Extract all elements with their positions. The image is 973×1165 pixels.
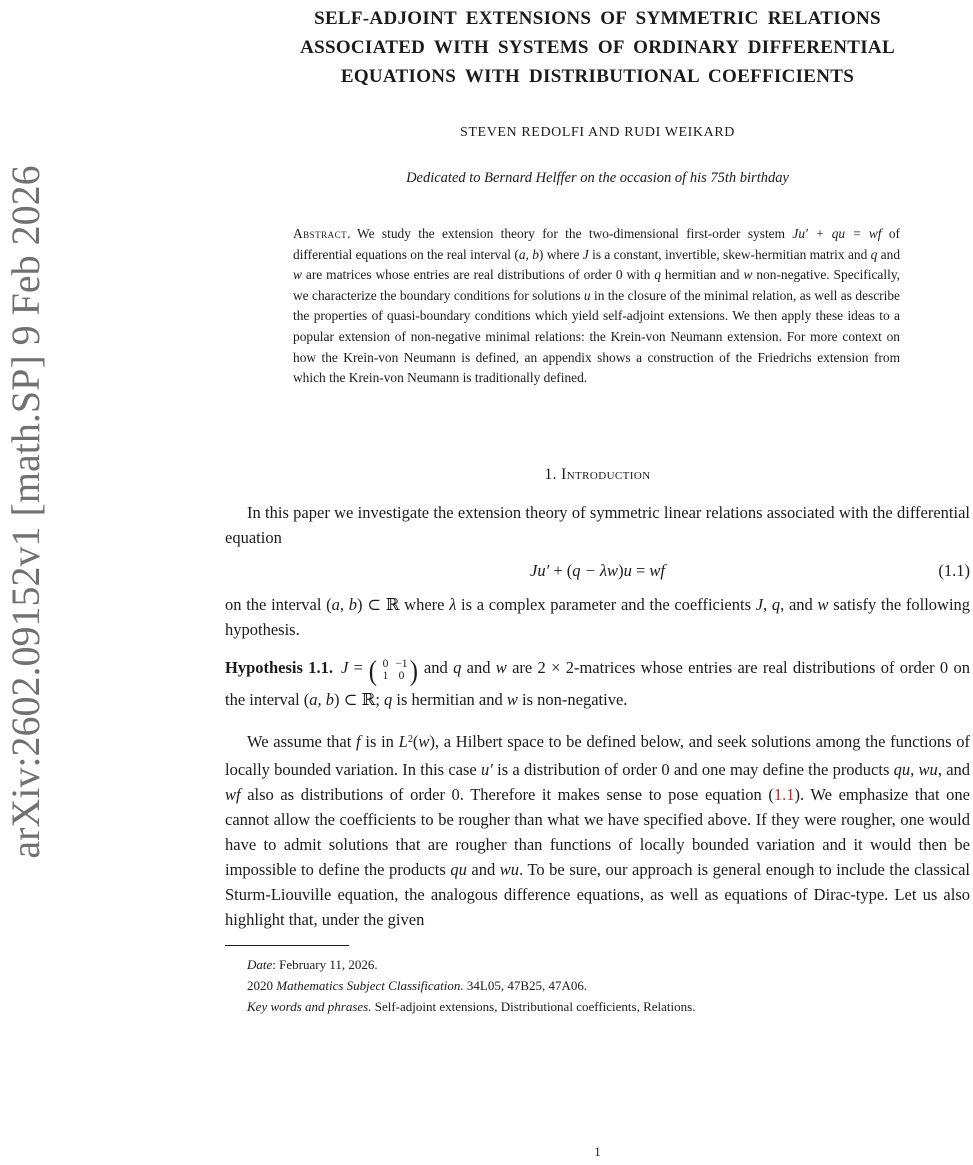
hypothesis-label: Hypothesis 1.1. bbox=[225, 657, 333, 677]
intro-paragraph-1-continued bbox=[225, 592, 970, 642]
hypothesis-body bbox=[225, 654, 970, 709]
text-segment: ) where bbox=[538, 246, 583, 262]
text-segment: J bbox=[755, 594, 764, 614]
text-segment: 2020 bbox=[247, 977, 277, 993]
text-segment: f bbox=[356, 731, 361, 751]
abstract-text bbox=[293, 226, 900, 385]
text-segment: and bbox=[466, 859, 500, 879]
text-segment: Date bbox=[247, 956, 273, 972]
text-segment: a, b bbox=[331, 594, 358, 614]
inline-matrix bbox=[368, 656, 418, 686]
text-segment: L bbox=[398, 731, 408, 751]
intro-paragraph-2 bbox=[225, 729, 970, 932]
text-segment: J bbox=[341, 657, 349, 677]
text-segment: is a constant, invertible, skew-hermitian matrix and bbox=[588, 246, 871, 262]
arxiv-stamp: arXiv:2602.09152v1 [math.SP] 9 Feb 2026 bbox=[3, 165, 48, 859]
title-line-3: EQUATIONS WITH DISTRIBUTIONAL COEFFICIENTS bbox=[340, 66, 855, 87]
text-segment: = bbox=[348, 657, 369, 677]
text-segment: 34L05, 47B25, 47A06. bbox=[463, 977, 588, 993]
page-number: 1 bbox=[594, 1144, 601, 1159]
text-segment: w bbox=[743, 267, 753, 283]
text-segment: is a distribution of order 0 and one may define the products bbox=[492, 759, 894, 779]
authors-line: STEVEN REDOLFI AND RUDI WEIKARD bbox=[460, 125, 735, 140]
text-segment: a, b bbox=[309, 689, 335, 709]
text-segment: is non-negative. bbox=[517, 689, 628, 709]
text-segment: ( bbox=[412, 731, 419, 751]
text-segment: wu bbox=[918, 759, 938, 779]
text-segment: q bbox=[870, 246, 878, 262]
text-segment: , bbox=[763, 594, 772, 614]
text-segment: also as distributions of order 0. Therefore it makes sense to pose equation ( bbox=[240, 784, 774, 804]
text-segment: hermitian and bbox=[660, 267, 744, 283]
text-segment: w bbox=[506, 689, 518, 709]
footnote-msc bbox=[225, 975, 970, 996]
equation-1-1-row bbox=[225, 556, 970, 586]
dedication-line: Dedicated to Bernard Helffer on the occasion of his 75th birthday bbox=[406, 170, 789, 186]
text-segment: u bbox=[583, 287, 591, 303]
text-segment: wu bbox=[499, 859, 520, 879]
text-segment: are matrices whose entries are real distributions of order 0 with bbox=[301, 267, 655, 283]
matrix-row bbox=[379, 671, 408, 683]
text-segment: ) ⊂ ℝ; bbox=[334, 689, 385, 709]
matrix-cell: 0 bbox=[398, 669, 405, 682]
text-segment: in the closure of the minimal relation, as well as describe the properties of quasi-boundary conditions which yield self-adjoint extensions. We then apply these ideas to a popular extension of non-negative minimal relations: the Krein-von Neumann extension. For more context on how the Krein-von Neumann is defined, an appendix shows a construction of the Friedrichs extension from which the Krein-von Neumann is traditionally defined. bbox=[293, 287, 900, 386]
text-segment: and bbox=[418, 657, 454, 677]
text-segment: w bbox=[495, 657, 507, 677]
equation-ref-link[interactable]: 1.1 bbox=[773, 784, 795, 804]
text-segment: , and bbox=[937, 759, 971, 779]
hypothesis-1-1 bbox=[225, 654, 970, 713]
text-segment: Ju′ bbox=[530, 560, 550, 580]
text-segment: on the interval ( bbox=[225, 594, 332, 614]
text-segment: is hermitian and bbox=[392, 689, 507, 709]
text-segment: is a complex parameter and the coefficients bbox=[456, 594, 756, 614]
text-segment: , and bbox=[780, 594, 818, 614]
text-segment: w bbox=[293, 267, 302, 283]
text-segment: and bbox=[877, 246, 901, 262]
equation-label: (1.1) bbox=[938, 560, 970, 580]
title-line-1: SELF-ADJOINT EXTENSIONS OF SYMMETRIC RELATIONS bbox=[314, 8, 881, 29]
text-segment: q bbox=[384, 689, 393, 709]
text-segment: ) ⊂ ℝ where bbox=[357, 594, 450, 614]
text-segment: w bbox=[817, 594, 829, 614]
text-segment: λ bbox=[449, 594, 457, 614]
text-segment: is in bbox=[360, 731, 399, 751]
text-segment: We assume that bbox=[247, 731, 357, 751]
section-heading: 1. Introduction bbox=[544, 465, 651, 483]
footnotes-block bbox=[225, 954, 970, 1017]
text-segment: and bbox=[461, 657, 496, 677]
matrix-cell: 1 bbox=[382, 669, 389, 682]
text-segment: Mathematics Subject Classification. bbox=[276, 977, 464, 993]
text-segment: : February 11, 2026. bbox=[272, 956, 378, 972]
title-line-2: ASSOCIATED WITH SYSTEMS OF ORDINARY DIFFERENTIAL bbox=[300, 37, 895, 58]
matrix-paren-right: ) bbox=[409, 654, 418, 687]
intro-paragraph-1 bbox=[225, 500, 970, 550]
text-segment: ) bbox=[618, 560, 624, 580]
text-segment: w bbox=[418, 731, 430, 751]
text-segment: 2 bbox=[407, 734, 413, 746]
footnote-date bbox=[225, 954, 970, 975]
text-segment: q bbox=[453, 657, 462, 677]
text-segment: In this paper we investigate the extension theory of symmetric linear relations associated with the differential equation bbox=[225, 502, 970, 547]
text-segment: . To be sure, our approach is general enough to include the classical Sturm-Liouville equation, the analogous difference equations, as well as equations of Dirac-type. Let us also highlight that, under the given bbox=[225, 859, 970, 929]
matrix-rows bbox=[379, 659, 408, 682]
text-segment: J bbox=[582, 246, 589, 262]
text-segment: u′ bbox=[481, 759, 493, 779]
text-segment: qu bbox=[450, 859, 467, 879]
text-segment: , bbox=[910, 759, 919, 779]
matrix-cell: −1 bbox=[395, 658, 408, 671]
text-segment: satisfy the following hypothesis. bbox=[225, 594, 971, 639]
text-segment: = bbox=[631, 560, 650, 580]
text-segment: ). We emphasize that one cannot allow the coefficients to be rougher than what we have specified above. If they were rougher, one would have to admit solutions that are rougher than functions of locally bounded variation and it would then be impossible to define the products bbox=[225, 784, 970, 879]
text-segment: ), a Hilbert space to be defined below, and seek solutions among the functions of locally bounded variation. In this case bbox=[225, 731, 970, 779]
content-column bbox=[225, 0, 970, 1165]
footnote-rule bbox=[225, 945, 349, 946]
abstract-block bbox=[293, 224, 900, 389]
text-segment: wf bbox=[649, 560, 665, 580]
text-segment: Self-adjoint extensions, Distributional coefficients, Relations. bbox=[371, 998, 696, 1014]
text-segment: a, b bbox=[518, 246, 539, 262]
paper-title bbox=[225, 4, 970, 91]
matrix-paren-left: ( bbox=[368, 654, 378, 687]
text-segment: of differential equations on the real interval ( bbox=[293, 226, 901, 262]
text-segment: u bbox=[623, 560, 632, 580]
footnote-keywords bbox=[225, 996, 970, 1017]
text-segment: qu bbox=[893, 759, 911, 779]
text-segment: Ju′ + qu = wf bbox=[792, 226, 882, 241]
text-segment: q bbox=[654, 267, 661, 283]
text-segment: non-negative. Specifically, we characterize the boundary conditions for solutions bbox=[293, 267, 900, 303]
text-segment: q − λw bbox=[572, 560, 619, 580]
text-segment: We study the extension theory for the two-dimensional first-order system bbox=[357, 226, 793, 241]
text-segment: q bbox=[771, 594, 781, 614]
matrix-cell: 0 bbox=[382, 658, 389, 671]
text-segment: are 2 × 2-matrices whose entries are real distributions of order 0 on the interval ( bbox=[225, 657, 970, 709]
abstract-label: Abstract. bbox=[293, 226, 352, 241]
text-segment: Key words and phrases. bbox=[247, 998, 372, 1014]
equation-body bbox=[530, 561, 665, 580]
text-segment: wf bbox=[225, 784, 241, 804]
text-segment: + ( bbox=[549, 560, 573, 580]
